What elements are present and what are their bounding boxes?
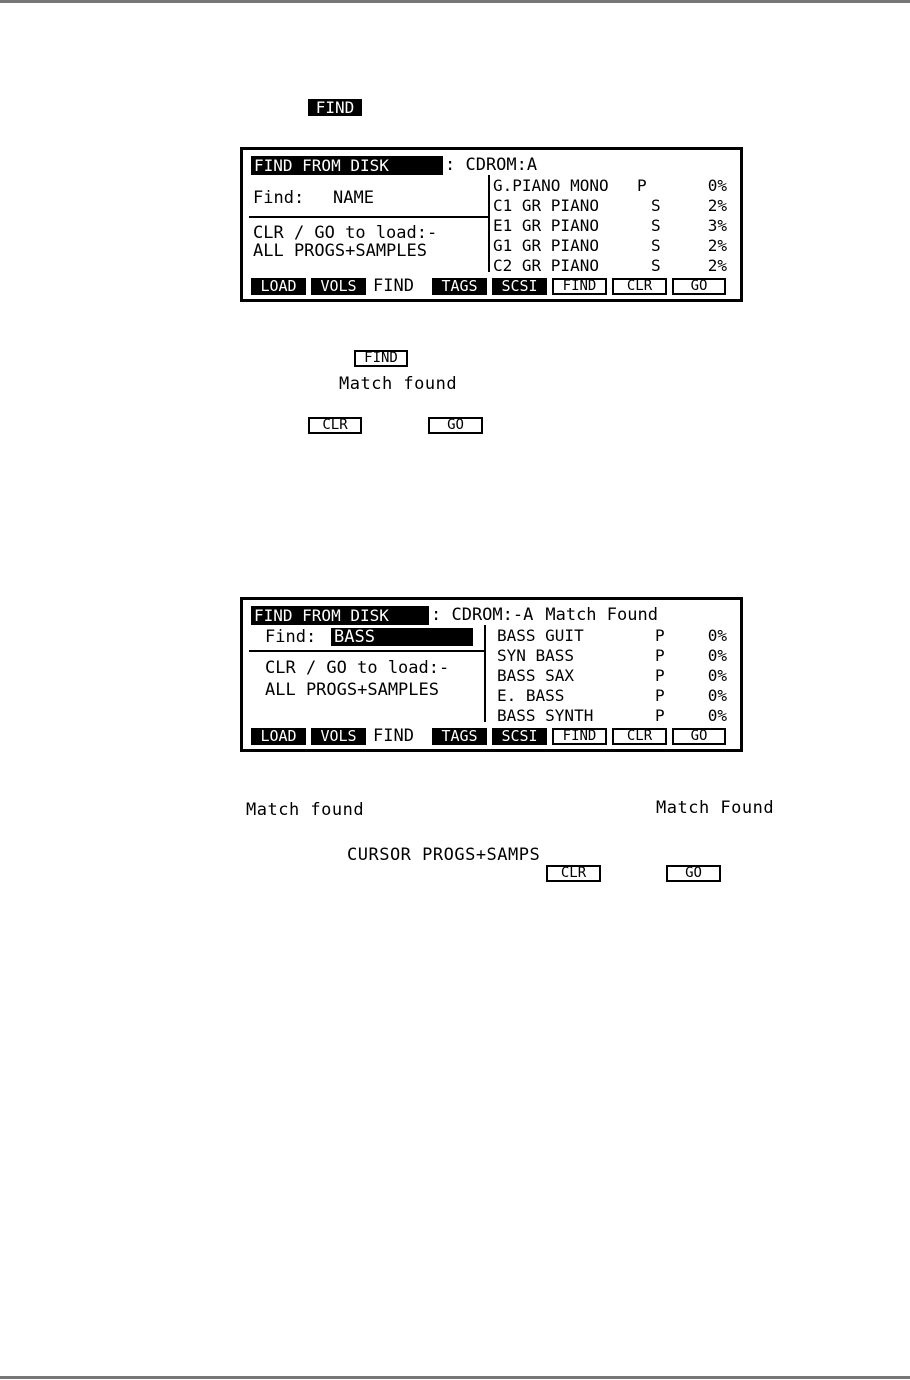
item-name: C2 GR PIANO (493, 256, 599, 275)
item-name: BASS SAX (497, 666, 575, 685)
item-percent: 2% (707, 236, 727, 255)
item-type: S (651, 216, 661, 235)
item-name: BASS GUIT (497, 626, 584, 645)
list-item[interactable] (493, 176, 733, 196)
list-item[interactable] (493, 196, 733, 216)
scsi-softkey[interactable]: SCSI (492, 728, 547, 745)
lcd-drive: : CDROM:A (445, 155, 538, 175)
item-name: SYN BASS (497, 646, 575, 665)
list-item[interactable] (497, 706, 733, 726)
list-item[interactable] (493, 256, 733, 276)
item-type: S (651, 236, 661, 255)
lcd-vertical-divider (488, 175, 490, 272)
lcd-drive: : CDROM:-A (431, 605, 534, 625)
list-item[interactable] (497, 666, 733, 686)
load-softkey[interactable]: LOAD (251, 728, 306, 745)
clr-softkey-reference: CLR (546, 865, 601, 882)
tags-softkey[interactable]: TAGS (432, 278, 487, 295)
lcd-horizontal-divider (249, 650, 484, 652)
find-softkey-reference: FIND (354, 350, 408, 367)
find-field[interactable] (331, 627, 473, 647)
item-name: G.PIANO MONO (493, 176, 609, 195)
item-percent: 0% (707, 646, 727, 665)
item-type: P (655, 626, 665, 645)
instruction-line-1: CLR / GO to load:- (265, 658, 450, 678)
file-list (493, 176, 733, 276)
lcd-header (251, 605, 658, 625)
find-label: Find: (265, 627, 317, 647)
go-softkey-reference: GO (428, 417, 483, 434)
item-percent: 0% (707, 686, 727, 705)
top-rule (0, 0, 910, 3)
go-softkey[interactable]: GO (672, 728, 726, 745)
find-field[interactable]: NAME (333, 188, 374, 208)
list-item[interactable] (497, 646, 733, 666)
item-type: S (651, 256, 661, 275)
find-tab-label[interactable]: FIND (373, 725, 414, 746)
find-softkey-reference: FIND (308, 99, 362, 116)
find-value: BASS (331, 628, 473, 646)
cursor-progs-samps-text: CURSOR PROGS+SAMPS (347, 845, 541, 865)
item-name: BASS SYNTH (497, 706, 594, 725)
item-type: P (655, 706, 665, 725)
item-name: E1 GR PIANO (493, 216, 599, 235)
instruction-line-2: ALL PROGS+SAMPLES (253, 241, 427, 261)
find-softkey[interactable]: FIND (552, 728, 607, 745)
item-type: P (655, 646, 665, 665)
clr-softkey[interactable]: CLR (612, 278, 667, 295)
item-type: P (655, 686, 665, 705)
lcd-vertical-divider (484, 625, 486, 722)
lcd-status: Match Found (545, 605, 658, 625)
item-percent: 0% (707, 626, 727, 645)
instruction-line-1: CLR / GO to load:- (253, 223, 438, 243)
find-tab-label[interactable]: FIND (373, 275, 414, 296)
go-softkey-reference: GO (666, 865, 721, 882)
list-item[interactable] (497, 626, 733, 646)
match-found-text-left: Match found (246, 800, 365, 820)
clr-softkey-reference: CLR (308, 417, 362, 434)
item-percent: 0% (707, 176, 727, 195)
softkey-bar (251, 277, 726, 295)
vols-softkey[interactable]: VOLS (311, 278, 366, 295)
tags-softkey[interactable]: TAGS (432, 728, 487, 745)
clr-softkey[interactable]: CLR (612, 728, 667, 745)
list-item[interactable] (497, 686, 733, 706)
item-percent: 2% (707, 256, 727, 275)
scsi-softkey[interactable]: SCSI (492, 278, 547, 295)
item-name: E. BASS (497, 686, 565, 705)
instruction-line-2: ALL PROGS+SAMPLES (265, 680, 439, 700)
item-percent: 0% (707, 706, 727, 725)
lcd-title: FIND FROM DISK (251, 606, 429, 625)
item-name: G1 GR PIANO (493, 236, 599, 255)
lcd-screen-find-name (240, 147, 743, 302)
load-softkey[interactable]: LOAD (251, 278, 306, 295)
bottom-rule (0, 1376, 910, 1379)
match-found-text-right: Match Found (656, 798, 775, 818)
item-name: C1 GR PIANO (493, 196, 599, 215)
item-percent: 3% (707, 216, 727, 235)
item-type: P (637, 176, 647, 195)
lcd-screen-find-bass (240, 597, 743, 752)
lcd-header (251, 155, 537, 175)
match-found-text: Match found (339, 374, 458, 394)
lcd-title: FIND FROM DISK (251, 156, 443, 175)
item-type: S (651, 196, 661, 215)
item-percent: 2% (707, 196, 727, 215)
item-type: P (655, 666, 665, 685)
item-percent: 0% (707, 666, 727, 685)
list-item[interactable] (493, 216, 733, 236)
list-item[interactable] (493, 236, 733, 256)
vols-softkey[interactable]: VOLS (311, 728, 366, 745)
file-list (497, 626, 733, 726)
find-label: Find: (253, 188, 305, 208)
find-softkey[interactable]: FIND (552, 278, 607, 295)
softkey-bar (251, 727, 726, 745)
go-softkey[interactable]: GO (672, 278, 726, 295)
lcd-horizontal-divider (249, 216, 488, 218)
